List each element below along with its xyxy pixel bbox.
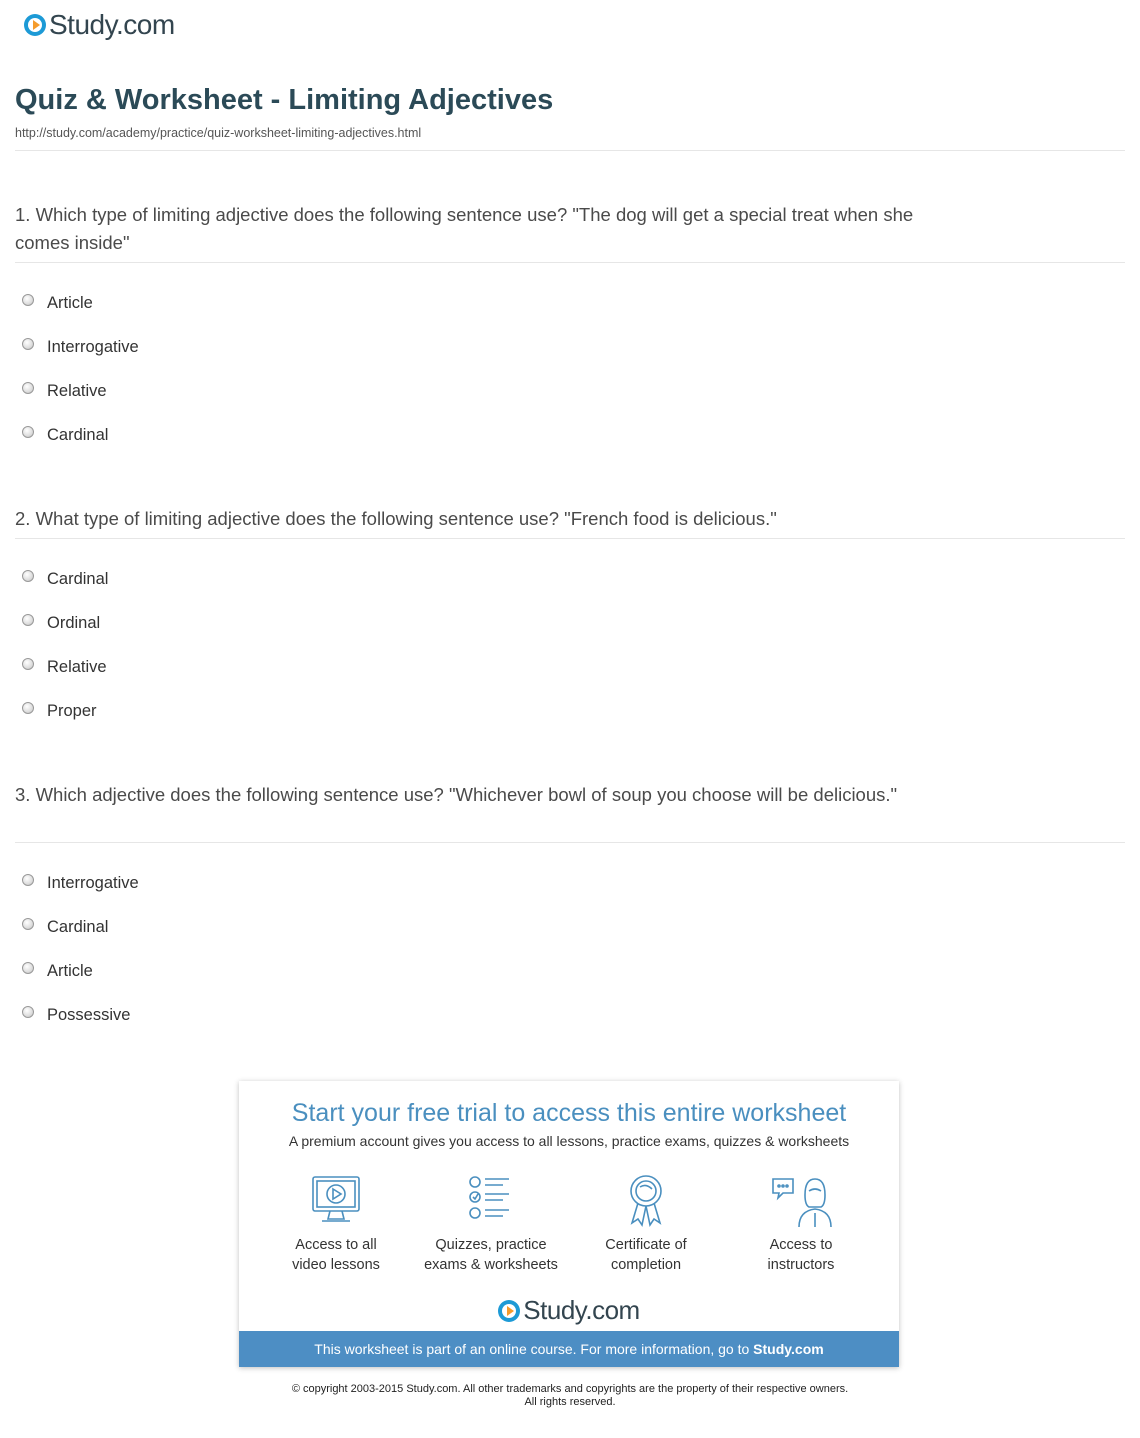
question-2-option-3[interactable] xyxy=(22,656,107,678)
question-1-divider xyxy=(15,262,1125,263)
feature-quizzes xyxy=(416,1173,566,1275)
instructor-icon xyxy=(769,1173,833,1229)
question-3-option-1[interactable] xyxy=(22,872,139,894)
feature-label-line1: Access to all xyxy=(295,1237,377,1253)
feature-label-line2: completion xyxy=(610,1257,682,1273)
question-1-option-3[interactable] xyxy=(22,380,107,402)
quiz-list-icon xyxy=(459,1173,523,1229)
option-label: Possessive xyxy=(47,1005,131,1024)
option-label: Cardinal xyxy=(47,917,109,936)
radio-button[interactable] xyxy=(22,382,34,394)
option-label: Relative xyxy=(47,657,107,676)
radio-button[interactable] xyxy=(22,874,34,886)
radio-button[interactable] xyxy=(22,570,34,582)
question-2-text: 2. What type of limiting adjective does the following sentence use? "French food is delicious." xyxy=(15,508,777,529)
page-title: Quiz & Worksheet - Limiting Adjectives xyxy=(15,84,554,116)
play-logo-icon xyxy=(498,1300,520,1322)
promo-subtitle: A premium account gives you access to all lessons, practice exams, quizzes & worksheets xyxy=(288,1133,850,1149)
radio-button[interactable] xyxy=(22,614,34,626)
question-1-option-2[interactable] xyxy=(22,336,139,358)
radio-button[interactable] xyxy=(22,294,34,306)
radio-button[interactable] xyxy=(22,658,34,670)
course-info-bar[interactable] xyxy=(239,1331,899,1367)
question-3-option-2[interactable] xyxy=(22,916,108,938)
copyright-line-2: All rights reserved. xyxy=(524,1396,616,1408)
radio-button[interactable] xyxy=(22,1006,34,1018)
option-label: Article xyxy=(47,293,93,312)
option-label: Interrogative xyxy=(47,337,139,356)
question-3-option-3[interactable] xyxy=(22,960,93,982)
option-label: Cardinal xyxy=(47,569,109,588)
question-2-option-2[interactable] xyxy=(22,612,100,634)
question-2-option-1[interactable] xyxy=(22,568,108,590)
logo-text: Study.com xyxy=(523,1295,640,1325)
promo-title[interactable]: Start your free trial to access this entire worksheet xyxy=(291,1099,847,1127)
video-lesson-icon xyxy=(304,1173,368,1229)
question-2-option-4[interactable] xyxy=(22,700,97,722)
feature-label-line2: video lessons xyxy=(292,1257,380,1273)
feature-label-line2: instructors xyxy=(767,1257,835,1273)
radio-button[interactable] xyxy=(22,702,34,714)
logo-text: Study.com xyxy=(49,9,175,40)
feature-instructors xyxy=(726,1173,876,1275)
page-url: http://study.com/academy/practice/quiz-worksheet-limiting-adjectives.html xyxy=(15,126,422,140)
option-label: Cardinal xyxy=(47,425,109,444)
option-label: Article xyxy=(47,961,93,980)
option-label: Interrogative xyxy=(47,873,139,892)
certificate-icon xyxy=(614,1173,678,1229)
feature-label-line2: exams & worksheets xyxy=(424,1257,558,1273)
option-label: Relative xyxy=(47,381,107,400)
option-label: Proper xyxy=(47,701,97,720)
radio-button[interactable] xyxy=(22,338,34,350)
feature-label-line1: Quizzes, practice xyxy=(435,1237,547,1253)
promo-study-logo[interactable] xyxy=(239,1295,899,1326)
question-1-option-1[interactable] xyxy=(22,292,93,314)
question-1-option-4[interactable] xyxy=(22,424,108,446)
question-3-divider xyxy=(15,842,1125,843)
feature-video-lessons xyxy=(261,1173,411,1275)
radio-button[interactable] xyxy=(22,962,34,974)
copyright-line-1: © copyright 2003-2015 Study.com. All other trademarks and copyrights are the property of their respective owners. xyxy=(291,1383,849,1395)
option-label: Ordinal xyxy=(47,613,101,632)
radio-button[interactable] xyxy=(22,426,34,438)
radio-button[interactable] xyxy=(22,918,34,930)
question-3-text: 3. Which adjective does the following sentence use? "Whichever bowl of soup you choose will be delicious." xyxy=(15,784,898,805)
question-3-option-4[interactable] xyxy=(22,1004,130,1026)
study-logo[interactable] xyxy=(24,8,175,42)
question-2-divider xyxy=(15,538,1125,539)
question-1-text: 1. Which type of limiting adjective does the following sentence use? "The dog will get a special treat when she comes inside" xyxy=(15,204,914,253)
play-logo-icon xyxy=(24,14,46,36)
copyright xyxy=(0,1383,1140,1409)
free-trial-promo[interactable] xyxy=(239,1081,899,1367)
title-divider xyxy=(15,150,1125,151)
study-com-link[interactable]: Study.com xyxy=(753,1341,824,1357)
feature-label-line1: Certificate of xyxy=(605,1237,687,1253)
feature-label-line1: Access to xyxy=(769,1237,833,1253)
feature-certificate xyxy=(571,1173,721,1275)
course-info-text: This worksheet is part of an online course. For more information, go to xyxy=(314,1341,754,1357)
